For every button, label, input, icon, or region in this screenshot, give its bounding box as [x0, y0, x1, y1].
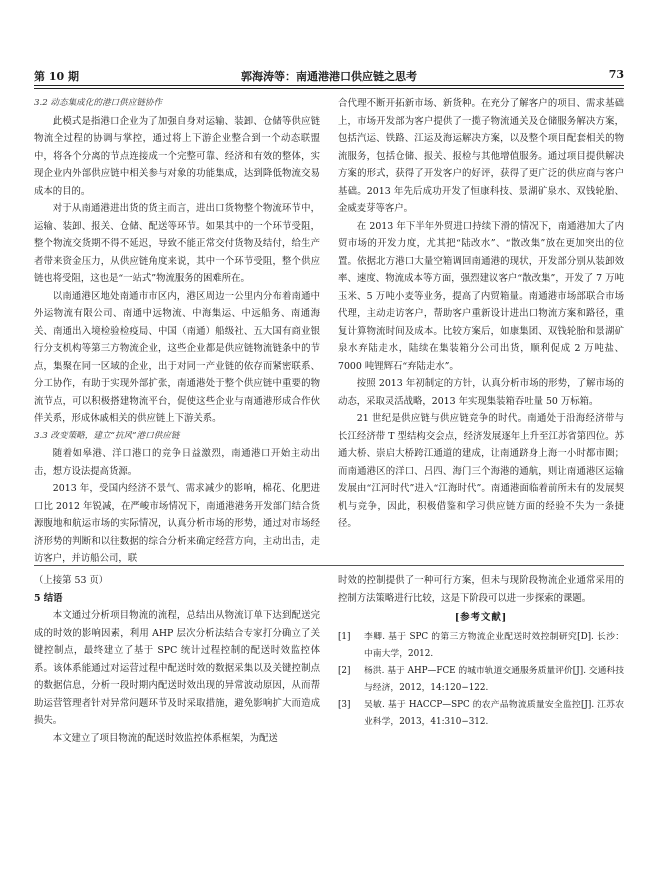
reference-item: [338, 663, 624, 697]
header-rule-thin: [34, 88, 624, 89]
reference-text: 杨洪. 基于 AHP—FCE 的城市轨道交通服务质量评价[J]. 交通科技与经济，2012，14:120−122.: [364, 665, 624, 693]
running-title: 郭海涛等：南通港港口供应链之思考: [241, 70, 417, 83]
reference-item: [338, 629, 624, 663]
paragraph: 对于从南通港进出货的货主而言，进出口货物整个物流环节中，运输、装卸、报关、仓储、配送等环节。如果其中的一个环节受阻，整个物流交货期不得不延迟，导致不能正常交付货物及结付，给生产者带来资金压力，从供应链角度来说，其中一个环节受阻，整个供应链也将受阻，这也是“一站式”物流服务的困难所在。: [34, 203, 320, 284]
reference-text: 李卿. 基于 SPC 的第三方物流企业配送时效控制研究[D]. 长沙：中南大学，2012.: [364, 631, 624, 659]
upper-right-column: [338, 95, 624, 533]
upper-left-column: [34, 95, 320, 568]
paragraph: 随着如皋港、洋口港口的竞争日益激烈，南通港口开始主动出击，想方设法提高货源。: [34, 448, 320, 477]
paragraph: 合代理不断开拓新市场、新货种。在充分了解客户的项目、需求基础上，市场开发部为客户提供了一揽子物流通关及仓储服务解决方案，包括汽运、铁路、江运及海运解决方案，以及整个项目配套相关的物流服务，包括仓储、报关、报检与其他增值服务。通过项目提供解决方案的形式，获得了开发客户的好评，获得了更广泛的供应商与客户基础。2013 年先后成功开发了恒康科技、景湖矿泉水、双钱轮胎、金威麦芽等客户。: [338, 98, 624, 214]
header-rule: [34, 85, 624, 86]
subsection-heading: 3.2 动态集成化的港口供应链协作: [34, 98, 163, 108]
paragraph: 时效的控制提供了一种可行方案，但未与现阶段物流企业通常采用的控制方法策略进行比较，这是下阶段可以进一步探索的课题。: [338, 575, 624, 604]
page-header: [34, 68, 624, 84]
paragraph: 本文通过分析项目物流的流程，总结出从物流订单下达到配送完成的时效的影响因素，利用 AHP 层次分析法结合专家打分确立了关键控制点，最终建立了基于 SPC 统计过程控制的配送时效监控体系。该体系能通过对运营过程中配送时效的数据采集以及关键控制点的数据信息，分析一段时期内配送时效出现的异常波动原因，从而帮助运营管理者针对异常问题环节及时采取措施，避免影响扩大而造成损失。: [34, 610, 320, 726]
reference-text: 吴敏. 基于 HACCP—SPC 的农产品物流质量安全监控[J]. 江苏农业科学，2013，41:310−312.: [364, 699, 624, 727]
issue-number: 第 10 期: [34, 70, 79, 83]
subsection-heading: 3.3 改变策略，建立“抗风”港口供应链: [34, 430, 180, 441]
references-title: [参考文献]: [454, 612, 508, 623]
lower-left-column: [34, 572, 320, 747]
section-heading: 5 结语: [34, 592, 63, 604]
paragraph: 2013 年，受国内经济不景气、需求减少的影响，棉花、化肥进口比 2012 年锐减，在严峻市场情况下，南通港港务开发部门结合货源腹地和航运市场的实际情况，认真分析市场的形势，通过对市场经济形势的判断和以往数据的综合分析来确定经营方向，主动出击，走访客户，并访船公司，联: [34, 483, 320, 564]
reference-number: [3]: [338, 699, 351, 710]
paragraph: 在 2013 年下半年外贸进口持续下滑的情况下，南通港加大了内贸市场的开发力度，尤其把“陆改水”、“散改集”放在更加突出的位置。依据北方港口大量空箱调回南通港的现状，开发部分别从装卸效率、速度、物流成本等方面，强烈建议客户“散改集”，开发了 7 万吨玉米、5 万吨小麦等业务，提高了内贸箱量。南通港市场部联合市场代理，主动走访客户，帮助客户重新设计进出口物流方案和路径，重复计算物流时间及成本。比较方案后，如康集团、双钱轮胎和景湖矿泉水弃陆走水，陆续在集装箱分公司出货，顺利促成 2 万吨盐、7000 吨锂辉石“弃陆走水”。: [338, 220, 624, 372]
reference-list: [338, 629, 624, 731]
article-divider: [34, 565, 624, 566]
page-number: 73: [608, 68, 624, 81]
paragraph: 21 世纪是供应链与供应链竞争的时代。南通处于沿海经济带与长江经济带 T 型结构交会点，经济发展逐年上升至江苏省第四位。苏通大桥、崇启大桥跨江通道的建成，让南通跻身上海一小时都市圈；而南通港区的洋口、吕四、海门三个海港的通航，则让南通港区运输发展由“江河时代”进入“江海时代”。南通港面临着前所未有的发展契机与竞争，因此，积极借鉴和学习供应链方面的经验不失为一条捷径。: [338, 413, 624, 529]
paragraph: 本文建立了项目物流的配送时效监控体系框架，为配送: [52, 732, 278, 744]
reference-number: [1]: [338, 631, 351, 642]
paragraph: 此模式是指港口企业为了加强自身对运输、装卸、仓储等供应链物流全过程的协调与掌控，通过将上下游企业整合到一个动态联盟中，将各个分离的节点连接成一个完整可靠、经济和有效的整体，实现企业内外部供应链中相关参与对象的功能集成，达到降低物流交易成本的目的。: [34, 115, 320, 197]
paragraph: 按照 2013 年初制定的方针，认真分析市场的形势，了解市场的动态，采取灵活战略，2013 年实现集装箱吞吐量 50 万标箱。: [338, 378, 624, 407]
reference-number: [2]: [338, 665, 351, 676]
continued-note: （上接第 53 页）: [34, 575, 109, 586]
paragraph: 以南通港区地处南通市市区内，港区周边一公里内分布着南通中外运物流有限公司、南通中远物流、中海集运、中远船务、南通海关、南通出入境检验检疫局、中国（南通）船级社、五大国有商业银行分支机构等第三方物流企业，这些企业都是供应链物流链条中的节点，集聚在同一区域的企业，出于对同一产业链的依存而紧密联系、分工协作，有助于实现外部扩张，南通港处于整个供应链中重要的物流节点，可以积极搭建物流平台，促使这些企业与南通港形成合作伙伴关系，形成休戚相关的供应链上下游关系。: [34, 290, 320, 424]
reference-item: [338, 697, 624, 731]
lower-right-column: [338, 572, 624, 731]
